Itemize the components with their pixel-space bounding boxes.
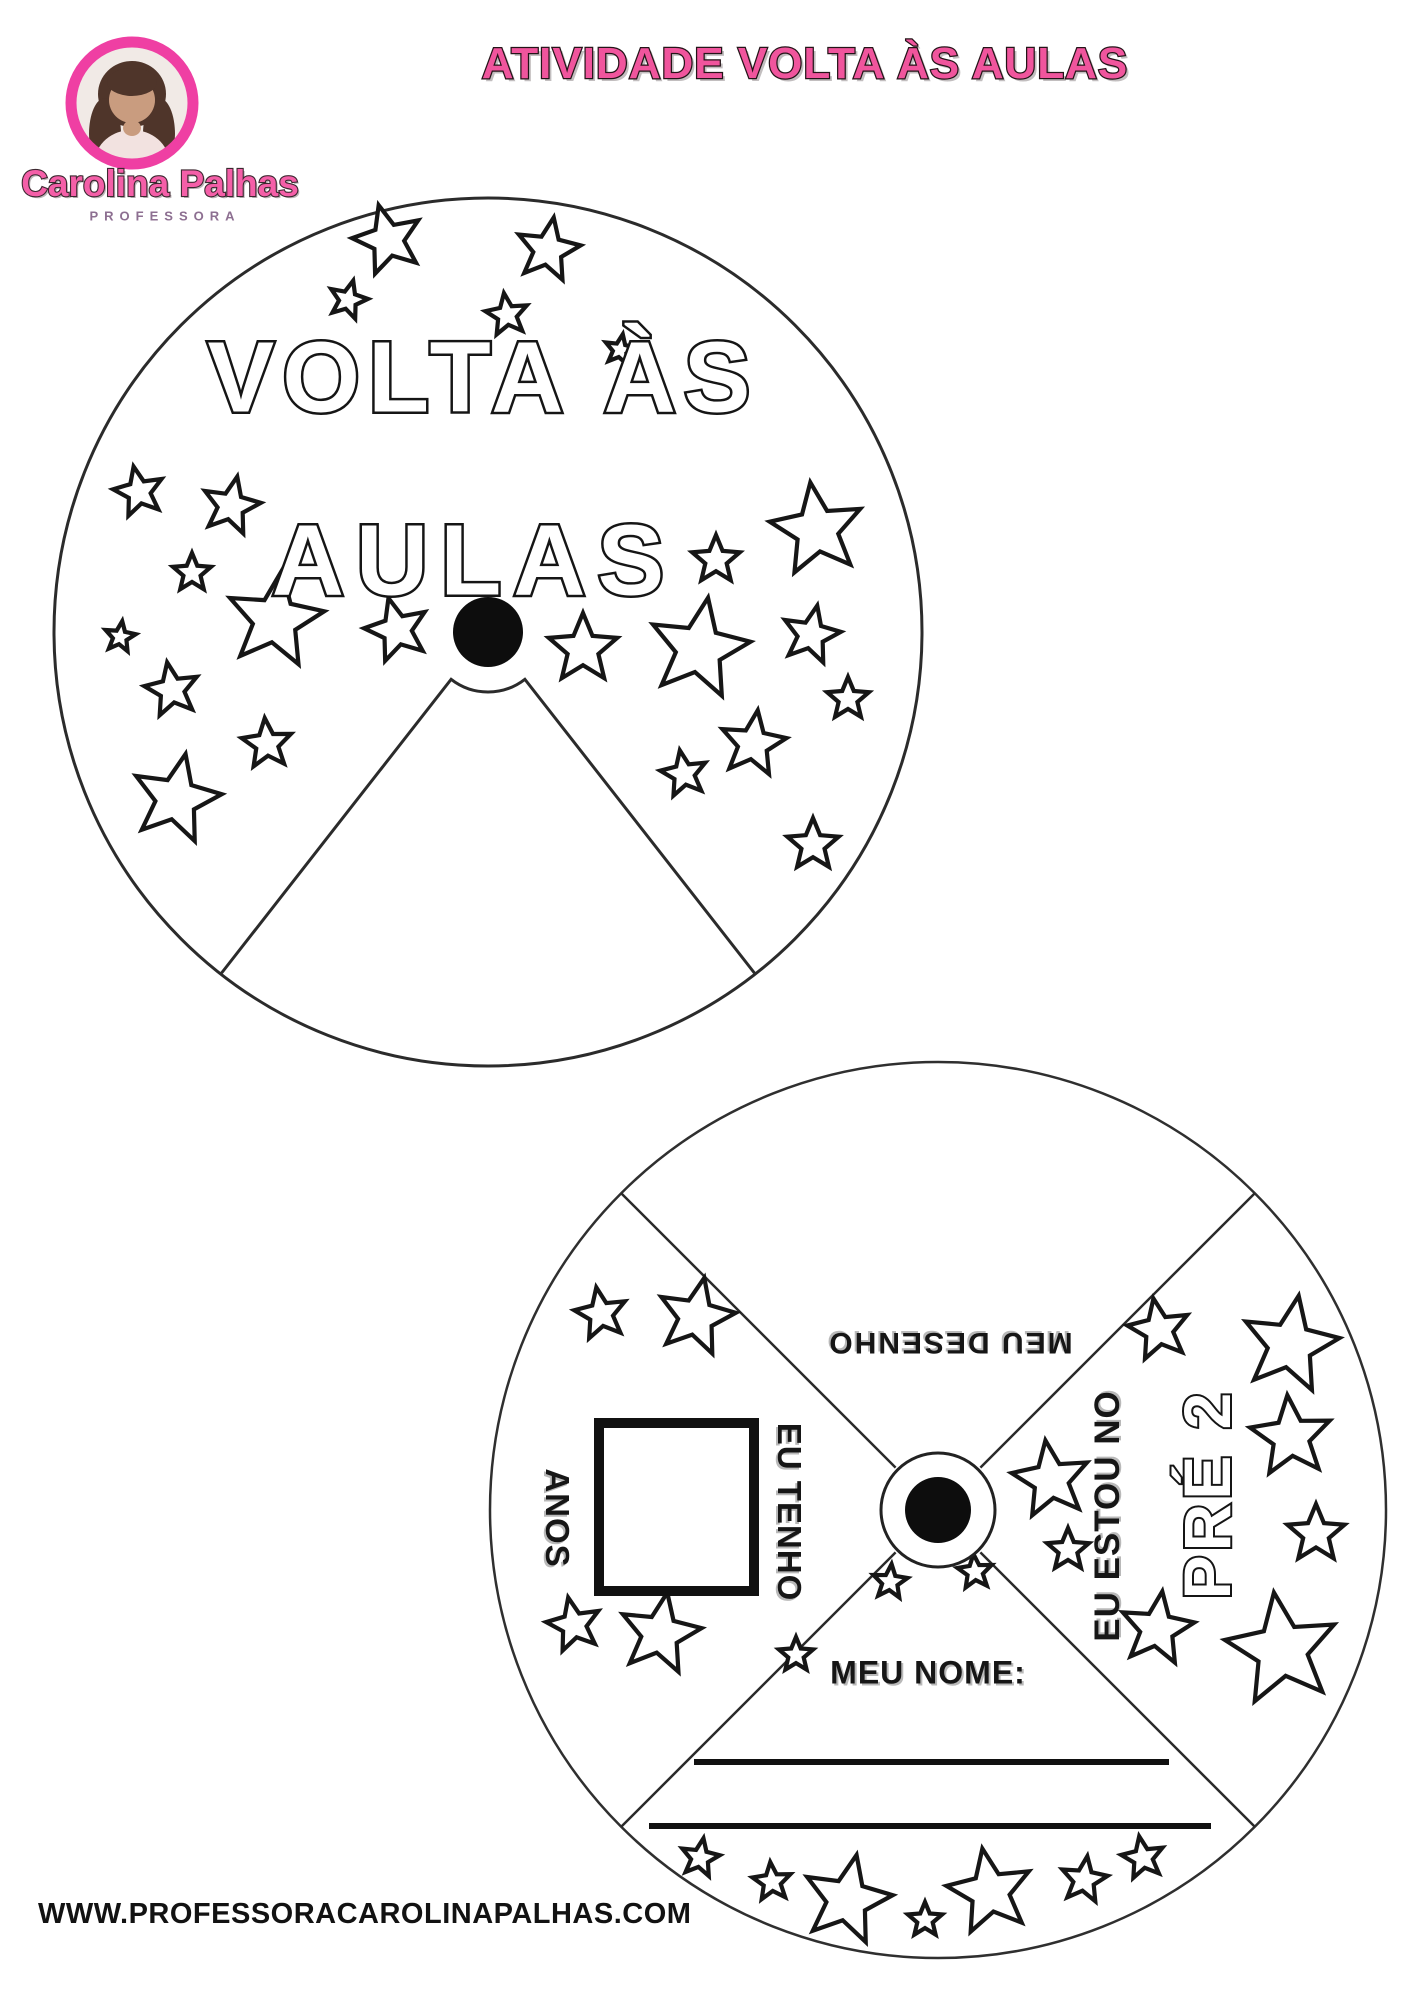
page-title: ATIVIDADE VOLTA ÀS AULAS bbox=[481, 39, 1129, 88]
brad-pivot-hole-back bbox=[905, 1477, 971, 1543]
logo-name: Carolina Palhas bbox=[21, 163, 299, 204]
wheel-front-title-line2: AULAS bbox=[271, 504, 677, 617]
quadrant-label-i-am-in: EU ESTOU NO bbox=[1088, 1390, 1127, 1642]
quadrant-label-i-am: EU TENHO bbox=[771, 1422, 808, 1602]
quadrant-label-grade: PRÉ 2 bbox=[1170, 1388, 1244, 1600]
spinner-wheel-back bbox=[490, 1062, 1386, 1958]
age-write-box bbox=[599, 1423, 754, 1591]
quadrant-label-years-old: ANOS bbox=[539, 1468, 576, 1568]
quadrant-label-my-name: MEU NOME: bbox=[830, 1654, 1026, 1691]
wheel-front-title-line1: VOLTA ÀS bbox=[207, 321, 759, 434]
logo-role: PROFESSORA bbox=[89, 208, 241, 224]
quadrant-label-my-drawing: MEU DESENHO bbox=[827, 1326, 1073, 1359]
footer-url: WWW.PROFESSORACAROLINAPALHAS.COM bbox=[38, 1898, 692, 1930]
